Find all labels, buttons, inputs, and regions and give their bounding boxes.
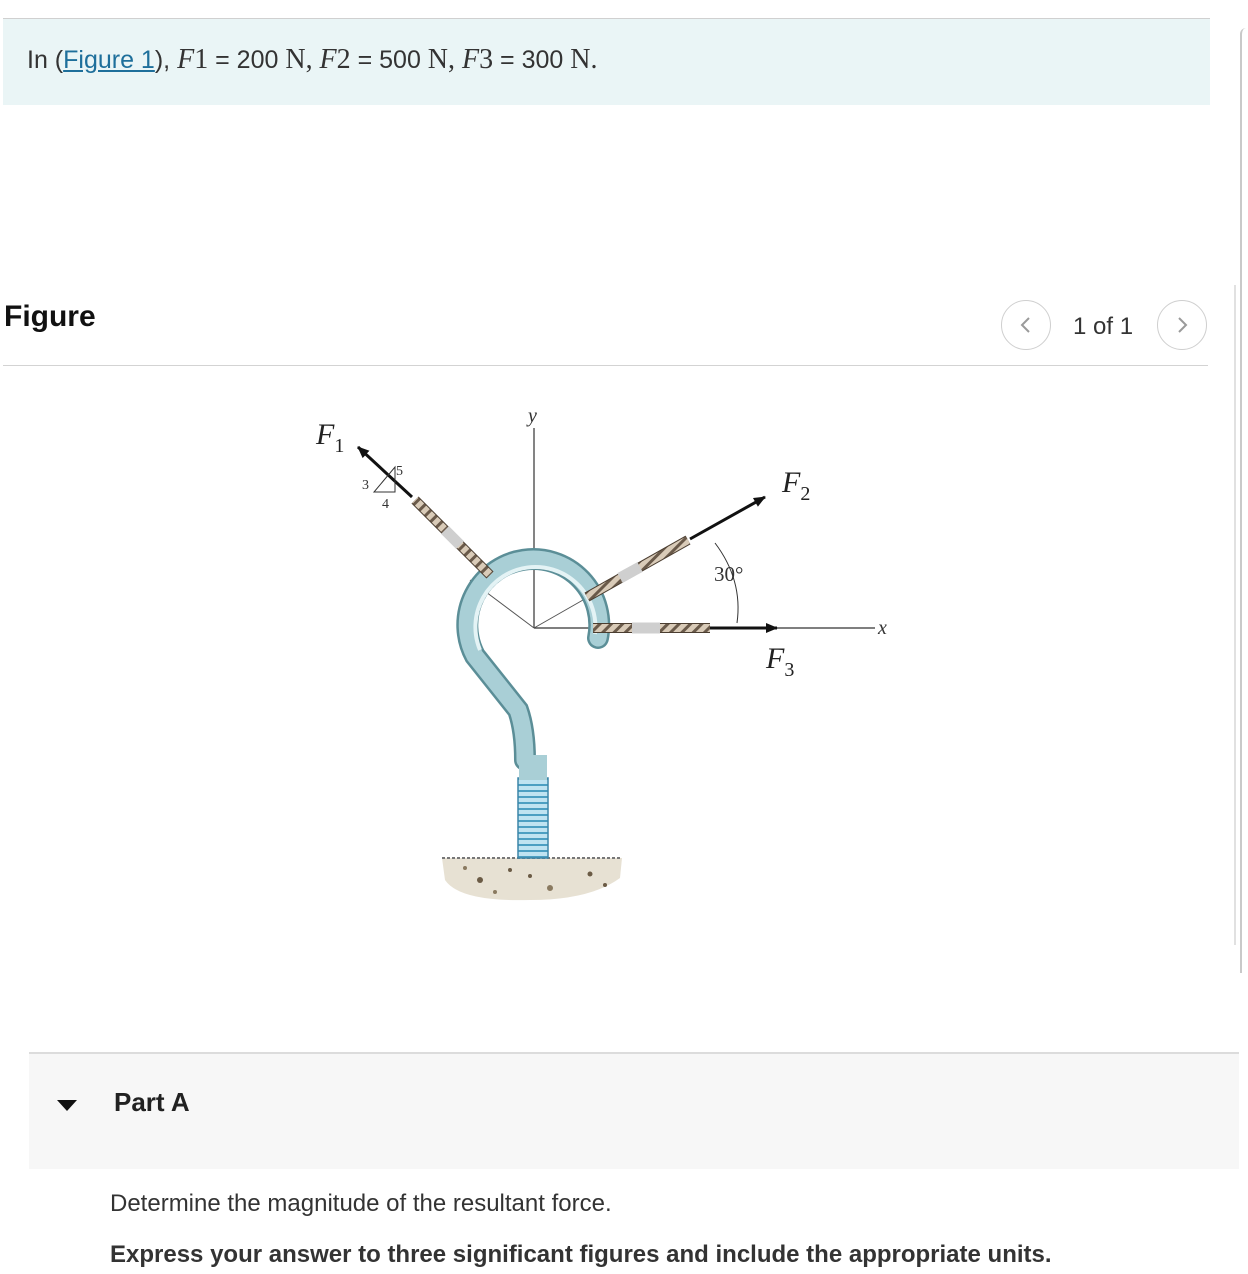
y-axis-label: y — [528, 405, 537, 427]
f2-arrow — [690, 497, 765, 539]
force-separator: , — [305, 44, 313, 75]
force-value: = 300 — [493, 46, 571, 74]
f1-cable — [358, 447, 490, 575]
force-value: = 200 — [208, 46, 286, 74]
figure-heading: Figure — [4, 300, 96, 333]
answer-instruction: Express your answer to three significant figures and include the appropriate units. — [110, 1241, 1052, 1268]
force-value: = 500 — [350, 46, 428, 74]
scrollbar[interactable] — [1240, 28, 1248, 973]
statement-prefix: In ( — [27, 46, 64, 74]
panel-edge — [1234, 285, 1236, 945]
f3-label: $F_3$ — [766, 642, 795, 681]
slope-run-label: 4 — [382, 497, 389, 512]
force-symbol: F — [461, 44, 480, 75]
force-separator: , — [448, 44, 456, 75]
f1-label: $F_1$ — [316, 418, 345, 457]
force-separator: . — [590, 44, 598, 75]
part-a-panel — [29, 1052, 1239, 1169]
force-subscript: 1 — [194, 44, 209, 75]
x-axis-label: x — [878, 617, 887, 639]
force-unit: N — [570, 44, 591, 75]
force-subscript: 3 — [479, 44, 494, 75]
force-subscript: 2 — [336, 44, 351, 75]
slope-hyp-label: 5 — [396, 464, 403, 479]
f2-label: $F_2$ — [782, 466, 811, 505]
slope-rise-label: 3 — [362, 478, 369, 493]
question-text: Determine the magnitude of the resultant force. — [110, 1190, 612, 1217]
figure-divider — [3, 365, 1208, 366]
part-title[interactable]: Part A — [114, 1087, 190, 1117]
chevron-left-icon — [1016, 315, 1036, 335]
chevron-right-icon — [1172, 315, 1192, 335]
force-unit: N — [427, 44, 449, 75]
eyebolt-diagram — [290, 400, 910, 910]
force-symbol: F — [177, 44, 195, 75]
eye-bolt — [467, 559, 599, 858]
ground — [442, 858, 622, 900]
f2-line-of-action — [534, 596, 590, 628]
figure-link[interactable]: Figure 1 — [63, 46, 155, 74]
caret-down-icon[interactable] — [55, 1094, 79, 1118]
bolt-thread — [518, 778, 548, 858]
previous-figure-button[interactable] — [1001, 300, 1051, 350]
problem-statement — [27, 44, 597, 76]
statement-paren: ), — [154, 46, 171, 74]
force-unit: N — [285, 44, 306, 75]
angle-label: 30° — [714, 562, 744, 586]
figure-pager: 1 of 1 — [1073, 313, 1134, 340]
force-symbol: F — [319, 44, 337, 75]
next-figure-button[interactable] — [1157, 300, 1207, 350]
